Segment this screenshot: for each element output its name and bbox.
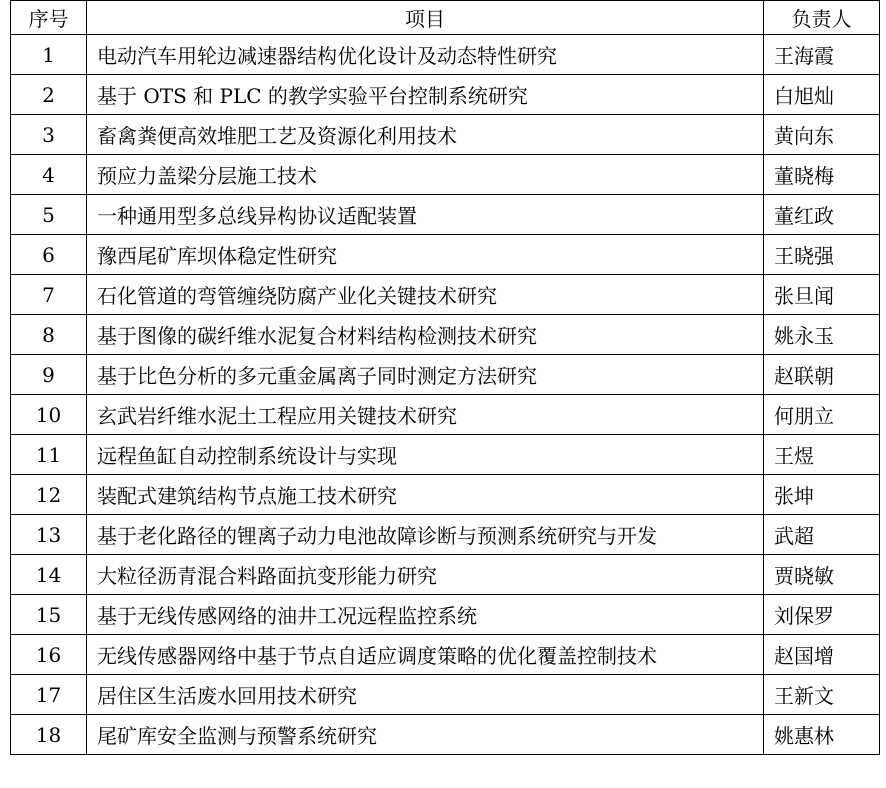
owner-cell: 董晓梅 — [764, 155, 880, 195]
serial-number-cell: 13 — [11, 515, 87, 555]
owner-cell: 张旦闻 — [764, 275, 880, 315]
serial-number-cell: 10 — [11, 395, 87, 435]
serial-number-cell: 16 — [11, 635, 87, 675]
project-name-cell: 居住区生活废水回用技术研究 — [87, 675, 764, 715]
table-row — [11, 315, 880, 355]
owner-cell: 白旭灿 — [764, 75, 880, 115]
project-name-cell: 电动汽车用轮边减速器结构优化设计及动态特性研究 — [87, 35, 764, 75]
project-name-cell: 豫西尾矿库坝体稳定性研究 — [87, 235, 764, 275]
project-name-cell: 石化管道的弯管缠绕防腐产业化关键技术研究 — [87, 275, 764, 315]
serial-number-cell: 14 — [11, 555, 87, 595]
project-name-cell: 大粒径沥青混合料路面抗变形能力研究 — [87, 555, 764, 595]
project-name-cell: 基于无线传感网络的油井工况远程监控系统 — [87, 595, 764, 635]
project-name-cell: 预应力盖梁分层施工技术 — [87, 155, 764, 195]
owner-cell: 刘保罗 — [764, 595, 880, 635]
owner-cell: 赵国增 — [764, 635, 880, 675]
project-name-cell: 装配式建筑结构节点施工技术研究 — [87, 475, 764, 515]
project-name-cell: 基于 OTS 和 PLC 的教学实验平台控制系统研究 — [87, 75, 764, 115]
table-row — [11, 195, 880, 235]
header-serial-number: 序号 — [11, 1, 87, 35]
serial-number-cell: 18 — [11, 715, 87, 755]
owner-cell: 王晓强 — [764, 235, 880, 275]
table-row — [11, 715, 880, 755]
serial-number-cell: 1 — [11, 35, 87, 75]
serial-number-cell: 17 — [11, 675, 87, 715]
serial-number-cell: 4 — [11, 155, 87, 195]
header-project: 项目 — [87, 1, 764, 35]
serial-number-cell: 9 — [11, 355, 87, 395]
header-row — [11, 1, 880, 35]
table-row — [11, 395, 880, 435]
table-row — [11, 75, 880, 115]
table-row — [11, 515, 880, 555]
owner-cell: 王新文 — [764, 675, 880, 715]
project-name-cell: 基于比色分析的多元重金属离子同时测定方法研究 — [87, 355, 764, 395]
table-header — [11, 1, 880, 35]
owner-cell: 赵联朝 — [764, 355, 880, 395]
serial-number-cell: 12 — [11, 475, 87, 515]
table-row — [11, 635, 880, 675]
serial-number-cell: 11 — [11, 435, 87, 475]
project-name-cell: 远程鱼缸自动控制系统设计与实现 — [87, 435, 764, 475]
table-body — [11, 35, 880, 755]
table-row — [11, 595, 880, 635]
owner-cell: 武超 — [764, 515, 880, 555]
table-row — [11, 475, 880, 515]
project-table — [10, 0, 880, 755]
owner-cell: 董红政 — [764, 195, 880, 235]
owner-cell: 姚永玉 — [764, 315, 880, 355]
table-row — [11, 35, 880, 75]
serial-number-cell: 2 — [11, 75, 87, 115]
project-name-cell: 基于老化路径的锂离子动力电池故障诊断与预测系统研究与开发 — [87, 515, 764, 555]
table-row — [11, 555, 880, 595]
owner-cell: 贾晓敏 — [764, 555, 880, 595]
table-row — [11, 675, 880, 715]
owner-cell: 何朋立 — [764, 395, 880, 435]
serial-number-cell: 7 — [11, 275, 87, 315]
owner-cell: 姚惠林 — [764, 715, 880, 755]
header-owner: 负责人 — [764, 1, 880, 35]
table-row — [11, 275, 880, 315]
project-name-cell: 基于图像的碳纤维水泥复合材料结构检测技术研究 — [87, 315, 764, 355]
serial-number-cell: 15 — [11, 595, 87, 635]
table-row — [11, 155, 880, 195]
project-name-cell: 畜禽粪便高效堆肥工艺及资源化利用技术 — [87, 115, 764, 155]
serial-number-cell: 5 — [11, 195, 87, 235]
table-row — [11, 115, 880, 155]
table-row — [11, 355, 880, 395]
serial-number-cell: 8 — [11, 315, 87, 355]
project-name-cell: 一种通用型多总线异构协议适配装置 — [87, 195, 764, 235]
project-name-cell: 玄武岩纤维水泥土工程应用关键技术研究 — [87, 395, 764, 435]
table-row — [11, 435, 880, 475]
owner-cell: 王煜 — [764, 435, 880, 475]
owner-cell: 王海霞 — [764, 35, 880, 75]
serial-number-cell: 6 — [11, 235, 87, 275]
table-row — [11, 235, 880, 275]
serial-number-cell: 3 — [11, 115, 87, 155]
owner-cell: 张坤 — [764, 475, 880, 515]
project-name-cell: 尾矿库安全监测与预警系统研究 — [87, 715, 764, 755]
owner-cell: 黄向东 — [764, 115, 880, 155]
project-name-cell: 无线传感器网络中基于节点自适应调度策略的优化覆盖控制技术 — [87, 635, 764, 675]
project-table-container — [10, 0, 880, 755]
